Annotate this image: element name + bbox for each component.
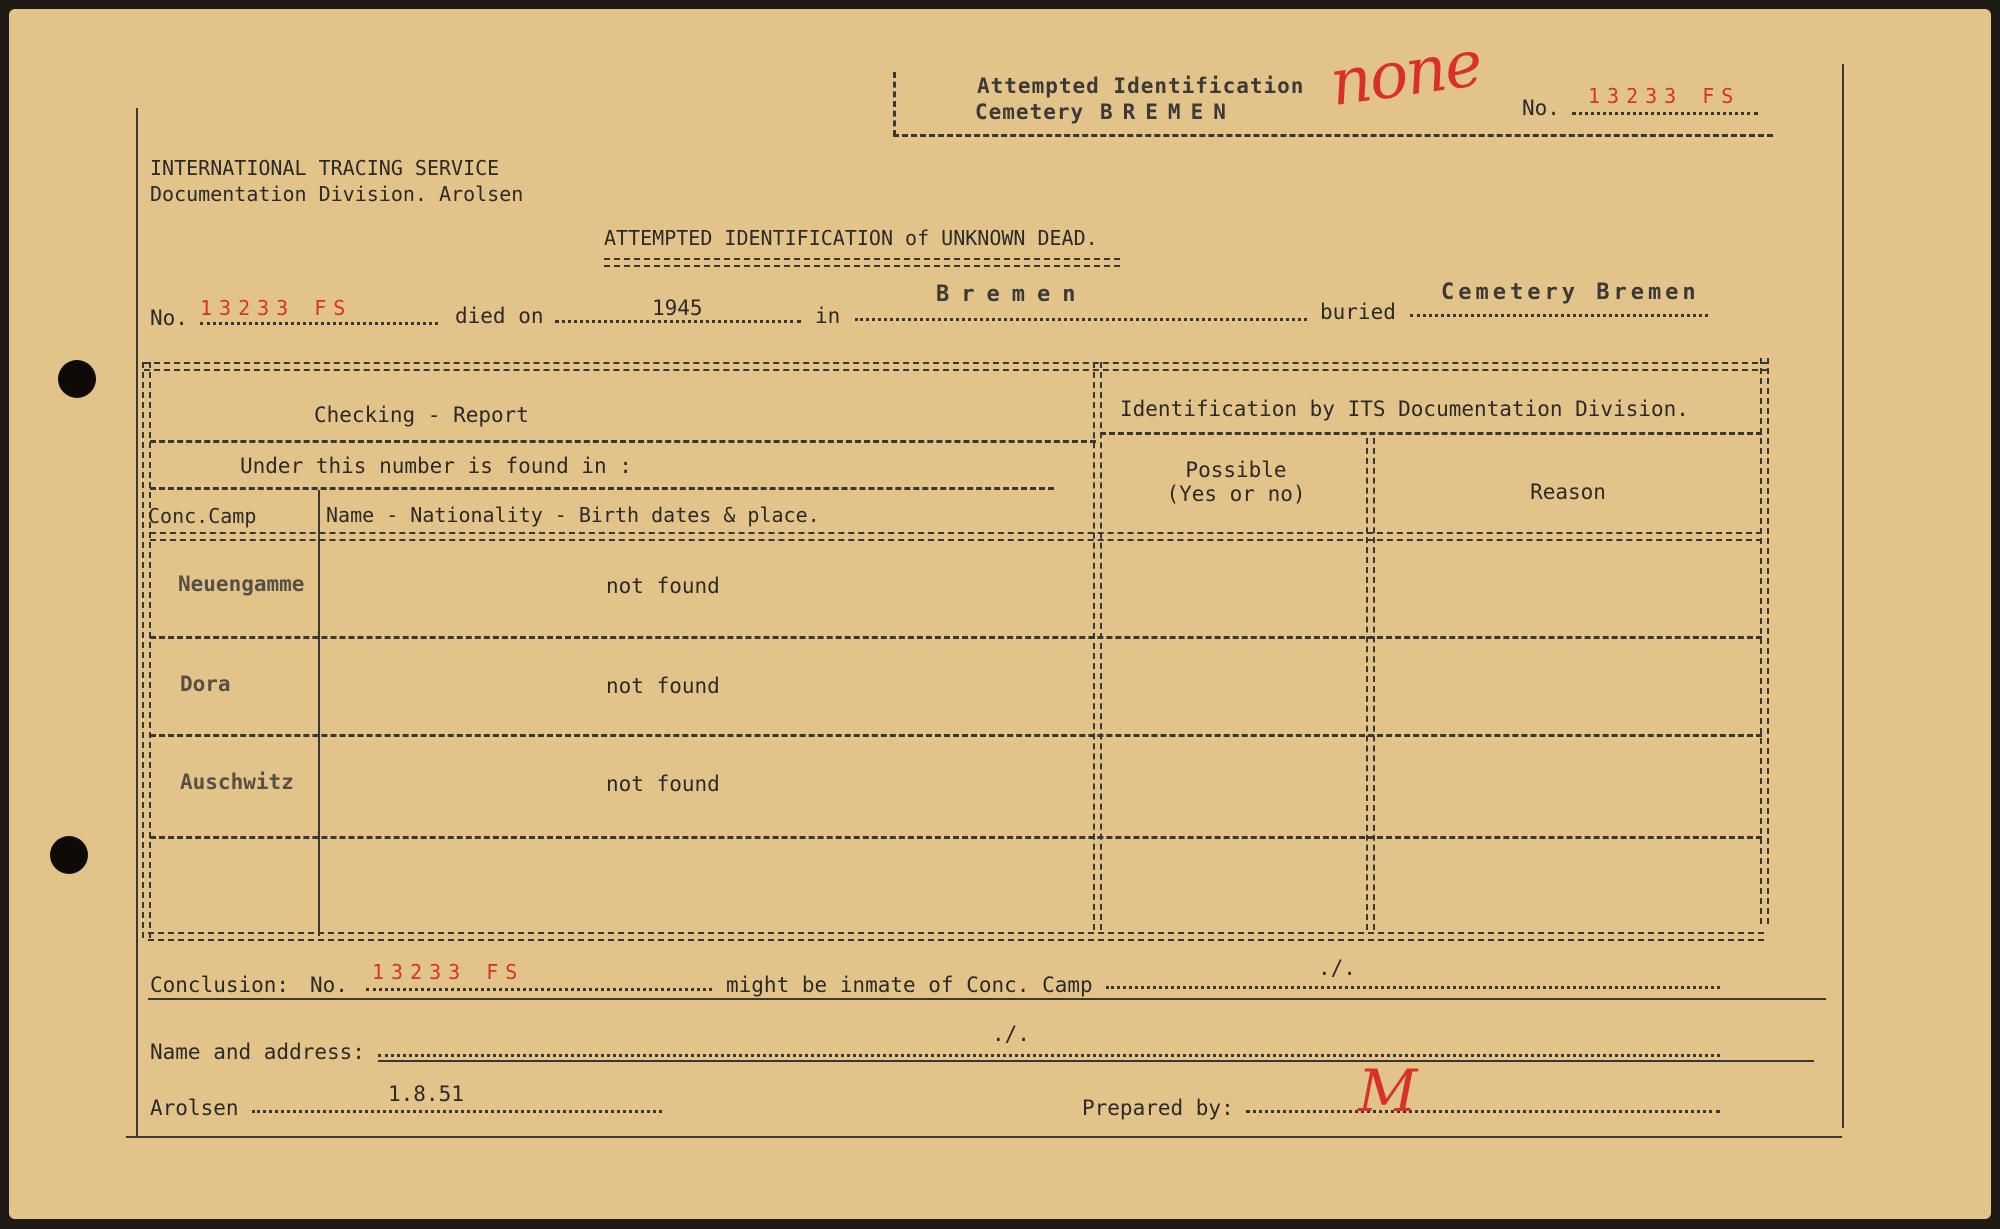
conclusion-no-label: No. — [310, 973, 348, 997]
row-result: not found — [606, 674, 720, 698]
col-camp-header: Conc.Camp — [148, 504, 257, 528]
table-top-border — [144, 362, 1768, 371]
buried-label: buried — [1320, 300, 1396, 324]
name-address-dots — [378, 1054, 1720, 1057]
row-result: not found — [606, 574, 720, 598]
org-line-2: Documentation Division. Arolsen — [150, 182, 524, 206]
table-left-border — [142, 362, 151, 938]
row-camp: Dora — [180, 672, 231, 696]
died-value: 1945 — [652, 296, 703, 320]
row-divider-2 — [150, 734, 1762, 737]
might-be-label: might be inmate of Conc. Camp — [726, 973, 1093, 997]
under-number-rule — [150, 487, 1054, 490]
died-label: died on — [455, 304, 544, 328]
prepared-by-initial: M — [1358, 1057, 1418, 1125]
stamp-box-left — [893, 72, 896, 136]
col-possible-header-2: (Yes or no) — [1166, 482, 1306, 506]
org-line-1: INTERNATIONAL TRACING SERVICE — [150, 156, 500, 180]
row-camp: Auschwitz — [180, 770, 294, 794]
died-dots — [555, 320, 801, 323]
buried-dots — [1410, 314, 1708, 317]
prepared-by-label: Prepared by: — [1082, 1096, 1234, 1120]
table-bottom-border — [148, 932, 1764, 941]
footer-date-dots — [252, 1110, 662, 1113]
col-reason-header: Reason — [1530, 480, 1606, 504]
in-value: Bremen — [936, 282, 1088, 307]
in-label: in — [815, 304, 841, 328]
conclusion-no-dots — [366, 988, 712, 991]
header-bottom-rule — [150, 532, 1762, 541]
header-rule-right — [1100, 432, 1762, 435]
card-bottom-border — [126, 1136, 1842, 1138]
record-no-value: 13233 FS — [200, 296, 353, 320]
record-no-label: No. — [150, 306, 188, 330]
conclusion-label: Conclusion: — [150, 973, 290, 997]
prepared-by-dots — [1246, 1110, 1720, 1113]
divider-possible-reason — [1366, 438, 1375, 930]
conclusion-rule — [148, 998, 1826, 1000]
header-no-value: 13233 FS — [1588, 84, 1741, 108]
conclusion-no-value: 13233 FS — [372, 960, 525, 984]
identification-header: Identification by ITS Documentation Division. — [1120, 397, 1689, 421]
name-address-rule — [378, 1060, 1814, 1062]
col-name-header: Name - Nationality - Birth dates & place. — [326, 503, 820, 527]
name-address-value: ./. — [992, 1022, 1030, 1046]
header-rule-left — [150, 440, 1096, 443]
stamp-line-1: Attempted Identification — [977, 74, 1305, 98]
table-right-border — [1760, 358, 1769, 924]
punch-hole-bottom — [50, 836, 88, 874]
stamp-box-bottom — [893, 134, 1773, 137]
row-result: not found — [606, 772, 720, 796]
name-address-label: Name and address: — [150, 1040, 365, 1064]
divider-report-ident — [1093, 362, 1102, 930]
page-title: ATTEMPTED IDENTIFICATION of UNKNOWN DEAD. — [604, 226, 1098, 250]
camp-dots — [1106, 986, 1720, 989]
conclusion-camp-value: ./. — [1318, 956, 1356, 980]
handwritten-none: none — [1325, 26, 1486, 122]
divider-camp-name — [318, 490, 320, 936]
under-number-label: Under this number is found in : — [240, 454, 632, 478]
stamp-city: BREMEN — [1100, 100, 1236, 124]
card-right-border — [1842, 64, 1844, 1128]
header-no-label: No. — [1522, 96, 1560, 120]
stamp-cemetery-label: Cemetery — [975, 100, 1085, 124]
checking-report-header: Checking - Report — [314, 403, 529, 427]
card-left-border — [136, 108, 138, 1136]
col-possible-header-1: Possible — [1185, 458, 1287, 482]
row-camp: Neuengamme — [178, 572, 305, 596]
footer-date: 1.8.51 — [388, 1082, 464, 1106]
header-no-dots — [1572, 112, 1758, 115]
footer-place: Arolsen — [150, 1096, 239, 1120]
buried-value: Cemetery Bremen — [1441, 280, 1700, 305]
punch-hole-top — [58, 360, 96, 398]
record-no-dots — [200, 322, 438, 325]
row-divider-1 — [150, 636, 1762, 639]
in-dots — [855, 318, 1307, 321]
title-underline — [604, 258, 1120, 267]
row-divider-3 — [150, 836, 1762, 839]
